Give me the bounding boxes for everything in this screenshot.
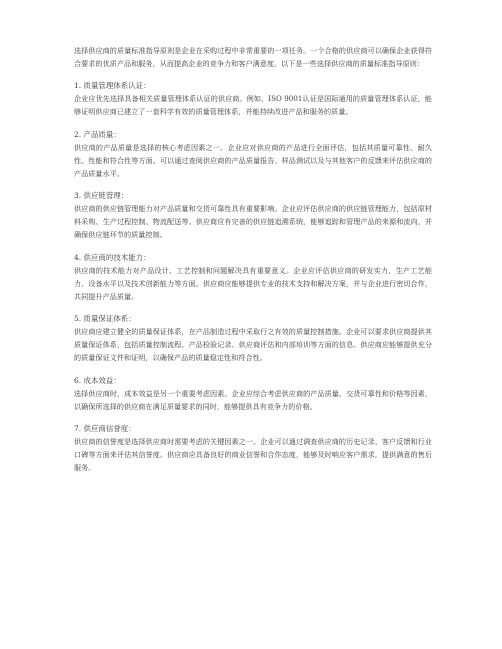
section-body: 供应商的技术能力对产品设计、工艺控制和问题解决具有重要意义。企业应评估供应商的研发实力、生产工艺能力、设备水平以及技术创新能力等方面。供应商应能够提供专业的技术支持和解决方案，并与企业进行密切合作，共同提升产品质量。 — [74, 265, 432, 301]
section-heading: 6. 成本效益： — [74, 375, 121, 385]
section-cost-benefit — [74, 374, 432, 413]
section-body: 供应商的信誉度是选择供应商时需要考虑的关键因素之一。企业可以通过调查供应商的历史记录、客户反馈和行业口碑等方面来评估其信誉度。供应商应具备良好的商业信誉和合作态度，能够及时响应客户需求，提供满意的售后服务。 — [74, 437, 432, 472]
section-quality-assurance — [74, 312, 432, 364]
section-heading: 5. 质量保证体系： — [74, 314, 136, 323]
section-heading: 3. 供应链管理： — [74, 191, 129, 200]
section-product-quality — [74, 128, 432, 180]
section-heading: 1. 质量管理体系认证： — [74, 81, 151, 90]
section-body: 企业应优先选择具备相关质量管理体系认证的供应商。例如，ISO 9001认证是国际通用的质量管理体系认证，能够证明供应商已建立了一套科学有效的质量管理体系，并能持续改进产品和服务的质量。 — [74, 94, 432, 116]
intro-paragraph: 选择供应商的质量标准指导原则是企业在采购过程中非常重要的一项任务。一个合格的供应商可以确保企业获得符合要求的优质产品和服务，从而提高企业的竞争力和客户满意度。以下是一些选择供应商的质量标准指导原则： — [74, 46, 432, 68]
section-supply-chain — [74, 189, 432, 241]
section-body: 供应商应建立健全的质量保证体系，在产品制造过程中采取行之有效的质量控制措施。企业可以要求供应商提供其质量保证体系，包括质量控制流程、产品检验记录、供应商评估和内部培训等方面的信息。供应商应能够提供充分的质量保证文件和证明，以确保产品的质量稳定性和符合性。 — [74, 327, 432, 362]
section-reputation — [74, 422, 432, 474]
section-body: 选择供应商时，成本效益是另一个重要考虑因素。企业应综合考虑供应商的产品质量、交货可靠性和价格等因素，以确保所选择的供应商在满足质量要求的同时，能够提供具有竞争力的价格。 — [74, 388, 432, 411]
section-heading: 4. 供应商的技术能力： — [74, 252, 151, 262]
section-heading: 2. 产品质量： — [74, 129, 121, 139]
section-quality-system — [74, 79, 432, 118]
section-body: 供应商的供应链管理能力对产品质量和交货可靠性具有重要影响。企业应评估供应商的供应链管理能力，包括原材料采购、生产过程控制、物流配送等。供应商应有完善的供应链追溯系统，能够追踪和管理产品的来源和流向，并确保供应链环节的质量控制。 — [74, 204, 432, 239]
section-technical-capability — [74, 251, 432, 303]
section-heading: 7. 供应商信誉度： — [74, 424, 136, 433]
section-body: 供应商的产品质量是选择的核心考虑因素之一。企业应对供应商的产品进行全面评估，包括其质量可靠性、耐久性、性能和符合性等方面。可以通过查阅供应商的产品质量报告、样品测试以及与其他客户的反馈来评估供应商的产品质量水平。 — [74, 142, 432, 178]
